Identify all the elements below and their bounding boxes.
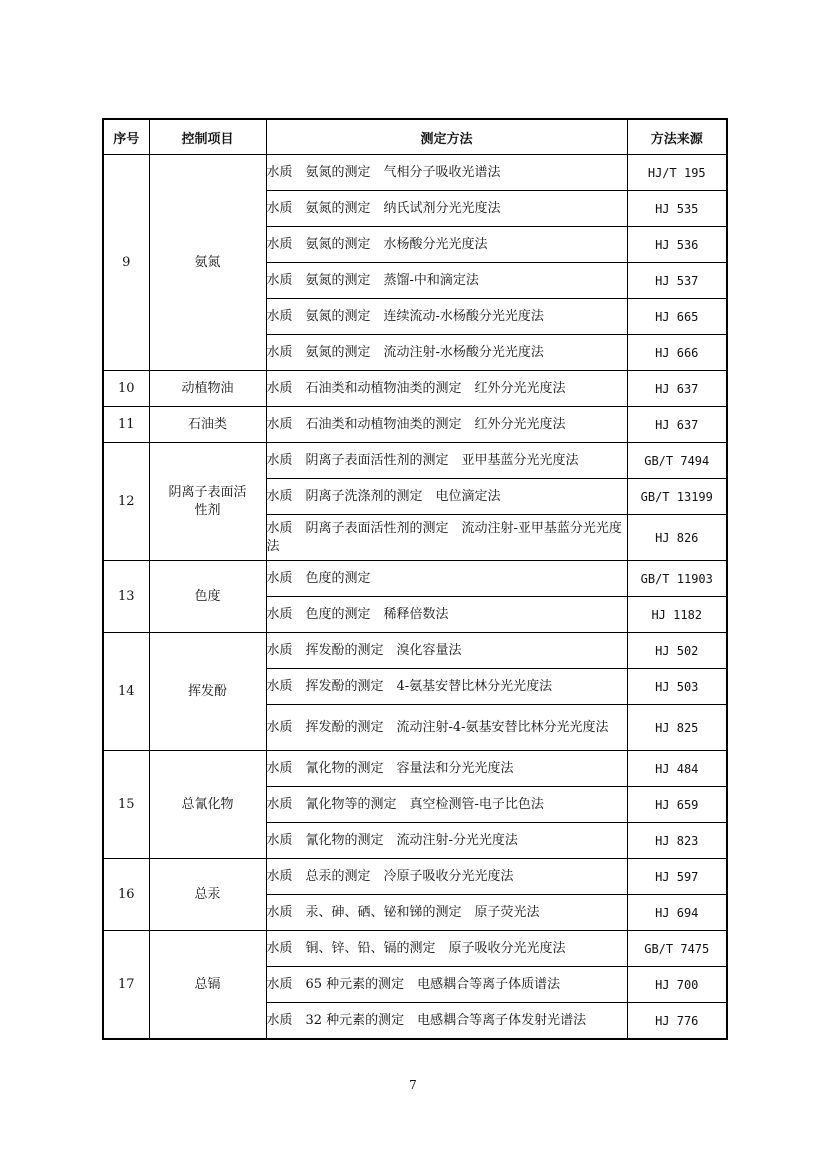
row-number: 10 (103, 371, 149, 407)
method-source: GB/T 11903 (627, 561, 727, 597)
control-item-cell (149, 633, 266, 751)
row-number: 14 (103, 633, 149, 751)
method-text: 水质 色度的测定 (266, 561, 627, 597)
method-text: 水质 氰化物等的测定 真空检测管-电子比色法 (266, 787, 627, 823)
method-text: 水质 挥发酚的测定 溴化容量法 (266, 633, 627, 669)
control-item-cell (149, 407, 266, 443)
method-source: HJ 537 (627, 263, 727, 299)
method-text: 水质 石油类和动植物油类的测定 红外分光光度法 (266, 371, 627, 407)
method-source: HJ 659 (627, 787, 727, 823)
row-number: 11 (103, 407, 149, 443)
header-method: 测定方法 (266, 119, 627, 155)
method-source: HJ 535 (627, 191, 727, 227)
method-text: 水质 氨氮的测定 蒸馏-中和滴定法 (266, 263, 627, 299)
method-text: 水质 32 种元素的测定 电感耦合等离子体发射光谱法 (266, 1003, 627, 1040)
method-text: 水质 氰化物的测定 流动注射-分光光度法 (266, 823, 627, 859)
row-number: 16 (103, 859, 149, 931)
method-source: HJ 825 (627, 705, 727, 751)
table-row (103, 155, 727, 191)
method-source: GB/T 13199 (627, 479, 727, 515)
method-source: HJ 700 (627, 967, 727, 1003)
control-item-cell (149, 371, 266, 407)
method-source: HJ/T 195 (627, 155, 727, 191)
method-source: HJ 694 (627, 895, 727, 931)
control-item-cell (149, 155, 266, 371)
table-row (103, 931, 727, 967)
method-source: HJ 823 (627, 823, 727, 859)
table-row (103, 633, 727, 669)
method-source: HJ 1182 (627, 597, 727, 633)
method-text: 水质 阴离子表面活性剂的测定 流动注射-亚甲基蓝分光光度法 (266, 515, 627, 561)
method-source: HJ 503 (627, 669, 727, 705)
control-item-cell (149, 859, 266, 931)
method-text: 水质 汞、砷、硒、铋和锑的测定 原子荧光法 (266, 895, 627, 931)
header-source: 方法来源 (627, 119, 727, 155)
control-item: 总镉 (194, 976, 221, 992)
method-text: 水质 色度的测定 稀释倍数法 (266, 597, 627, 633)
method-text: 水质 氨氮的测定 连续流动-水杨酸分光光度法 (266, 299, 627, 335)
header-row (103, 119, 727, 155)
table-row (103, 561, 727, 597)
method-source: HJ 484 (627, 751, 727, 787)
row-number: 17 (103, 931, 149, 1040)
control-item-cell (149, 931, 266, 1040)
control-item: 动植物油 (181, 380, 234, 396)
control-item: 阴离子表面活性剂 (168, 484, 247, 518)
control-item: 挥发酚 (187, 683, 227, 699)
table-row (103, 443, 727, 479)
table-row (103, 859, 727, 895)
method-source: HJ 666 (627, 335, 727, 371)
method-text: 水质 挥发酚的测定 4-氨基安替比林分光光度法 (266, 669, 627, 705)
row-number: 13 (103, 561, 149, 633)
method-source: HJ 536 (627, 227, 727, 263)
method-source: HJ 597 (627, 859, 727, 895)
row-number: 9 (103, 155, 149, 371)
method-table (102, 118, 728, 1040)
method-source: HJ 826 (627, 515, 727, 561)
method-text: 水质 阴离子表面活性剂的测定 亚甲基蓝分光光度法 (266, 443, 627, 479)
control-item: 石油类 (187, 416, 227, 432)
row-number: 12 (103, 443, 149, 561)
control-item: 总汞 (194, 886, 221, 902)
method-source: HJ 502 (627, 633, 727, 669)
control-item-cell (149, 561, 266, 633)
table-row (103, 371, 727, 407)
header-num: 序号 (103, 119, 149, 155)
control-item: 氨氮 (194, 254, 221, 270)
method-text: 水质 石油类和动植物油类的测定 红外分光光度法 (266, 407, 627, 443)
method-text: 水质 总汞的测定 冷原子吸收分光光度法 (266, 859, 627, 895)
method-text: 水质 氨氮的测定 流动注射-水杨酸分光光度法 (266, 335, 627, 371)
table-body (103, 155, 727, 1040)
method-text: 水质 铜、锌、铅、镉的测定 原子吸收分光光度法 (266, 931, 627, 967)
table-row (103, 751, 727, 787)
method-text: 水质 氰化物的测定 容量法和分光光度法 (266, 751, 627, 787)
method-source: HJ 637 (627, 407, 727, 443)
method-text: 水质 氨氮的测定 气相分子吸收光谱法 (266, 155, 627, 191)
method-source: GB/T 7494 (627, 443, 727, 479)
method-source: GB/T 7475 (627, 931, 727, 967)
method-source: HJ 637 (627, 371, 727, 407)
page-number: 7 (409, 1078, 417, 1092)
method-text: 水质 挥发酚的测定 流动注射-4-氨基安替比林分光光度法 (266, 705, 627, 751)
control-item: 色度 (194, 588, 221, 604)
table-row (103, 407, 727, 443)
method-text: 水质 氨氮的测定 纳氏试剂分光光度法 (266, 191, 627, 227)
header-item: 控制项目 (149, 119, 266, 155)
method-text: 水质 阴离子洗涤剂的测定 电位滴定法 (266, 479, 627, 515)
method-source: HJ 665 (627, 299, 727, 335)
method-text: 水质 氨氮的测定 水杨酸分光光度法 (266, 227, 627, 263)
control-item: 总氰化物 (181, 796, 234, 812)
method-text: 水质 65 种元素的测定 电感耦合等离子体质谱法 (266, 967, 627, 1003)
control-item-cell (149, 751, 266, 859)
method-source: HJ 776 (627, 1003, 727, 1040)
control-item-cell (149, 443, 266, 561)
row-number: 15 (103, 751, 149, 859)
